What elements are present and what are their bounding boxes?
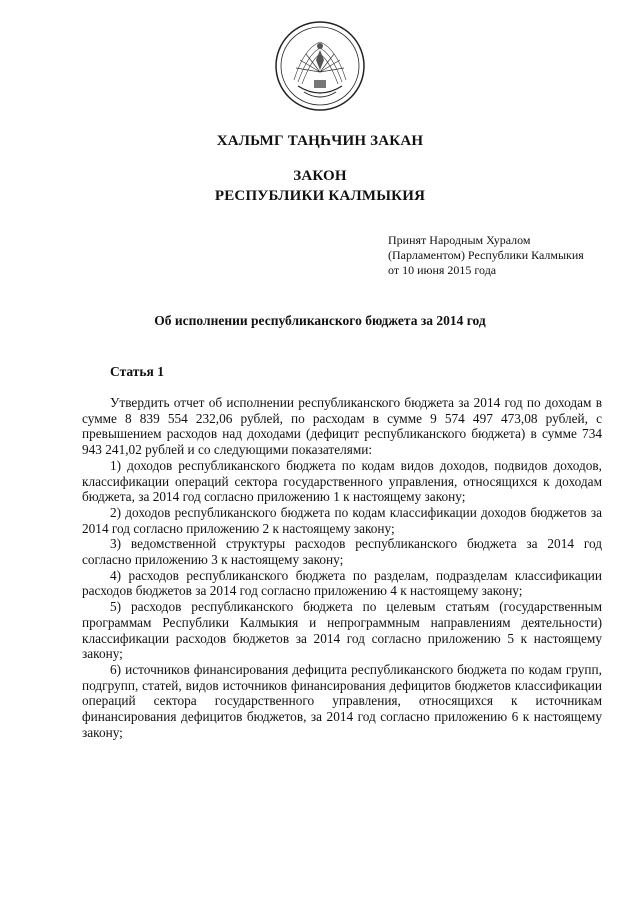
list-item: 6) источников финансирования дефицита республиканского бюджета по кодам групп, подгрупп, статей, видов источников финансирования дефицитов бюджетов классификации операций сектора государственного управления, относящихся к источникам финансирования дефицитов бюджетов, за 2014 год согласно приложению 6 к настоящему закону; (82, 661, 602, 740)
law-label: ЗАКОН (293, 168, 347, 184)
adoption-line-3: от 10 июня 2015 года (388, 263, 497, 277)
list-item: 2) доходов республиканского бюджета по кодам классификации доходов бюджетов за 2014 год согласно приложению 2 к настоящему закону; (82, 504, 602, 536)
kalmyk-title: ХАЛЬМГ ТАҢҺЧИН ЗАКАН (216, 133, 424, 149)
adoption-line-2: (Парламентом) Республики Калмыкия (388, 248, 584, 262)
list-item: 5) расходов республиканского бюджета по целевым статьям (государственным программам Республики Калмыкия и непрограммным направлениям деятельности) классификации расходов бюджетов за 2014 год согласно приложению 5 к настоящему закону; (82, 599, 602, 662)
list-item: 3) ведомственной структуры расходов республиканского бюджета за 2014 год согласно приложению 3 к настоящему закону; (82, 536, 602, 568)
article-intro: Утвердить отчет об исполнении республиканского бюджета за 2014 год по доходам в сумме 8 839 554 232,06 рублей, по расходам в сумме 9 574 497 473,08 рублей, с превышением расходов над доходами (дефицит республиканского бюджета) в сумме 734 943 241,02 рублей и со следующими показателями: (82, 395, 602, 458)
adoption-block (388, 233, 584, 278)
list-item: 1) доходов республиканского бюджета по кодам видов доходов, подвидов доходов, классификации операций сектора государственного управления, относящихся к доходам бюджета, за 2014 год согласно приложению 1 к настоящему закону; (82, 457, 602, 505)
article-heading: Статья 1 (110, 364, 164, 379)
document-title: Об исполнении республиканского бюджета за 2014 год (154, 313, 486, 328)
coat-of-arms-icon (274, 20, 366, 112)
list-item: 4) расходов республиканского бюджета по разделам, подразделам классификации расходов бюджетов за 2014 год согласно приложению 4 к настоящему закону; (82, 567, 602, 599)
adoption-line-1: Принят Народным Хуралом (388, 233, 531, 247)
article-body (82, 395, 602, 740)
republic-label: РЕСПУБЛИКИ КАЛМЫКИЯ (214, 188, 426, 204)
